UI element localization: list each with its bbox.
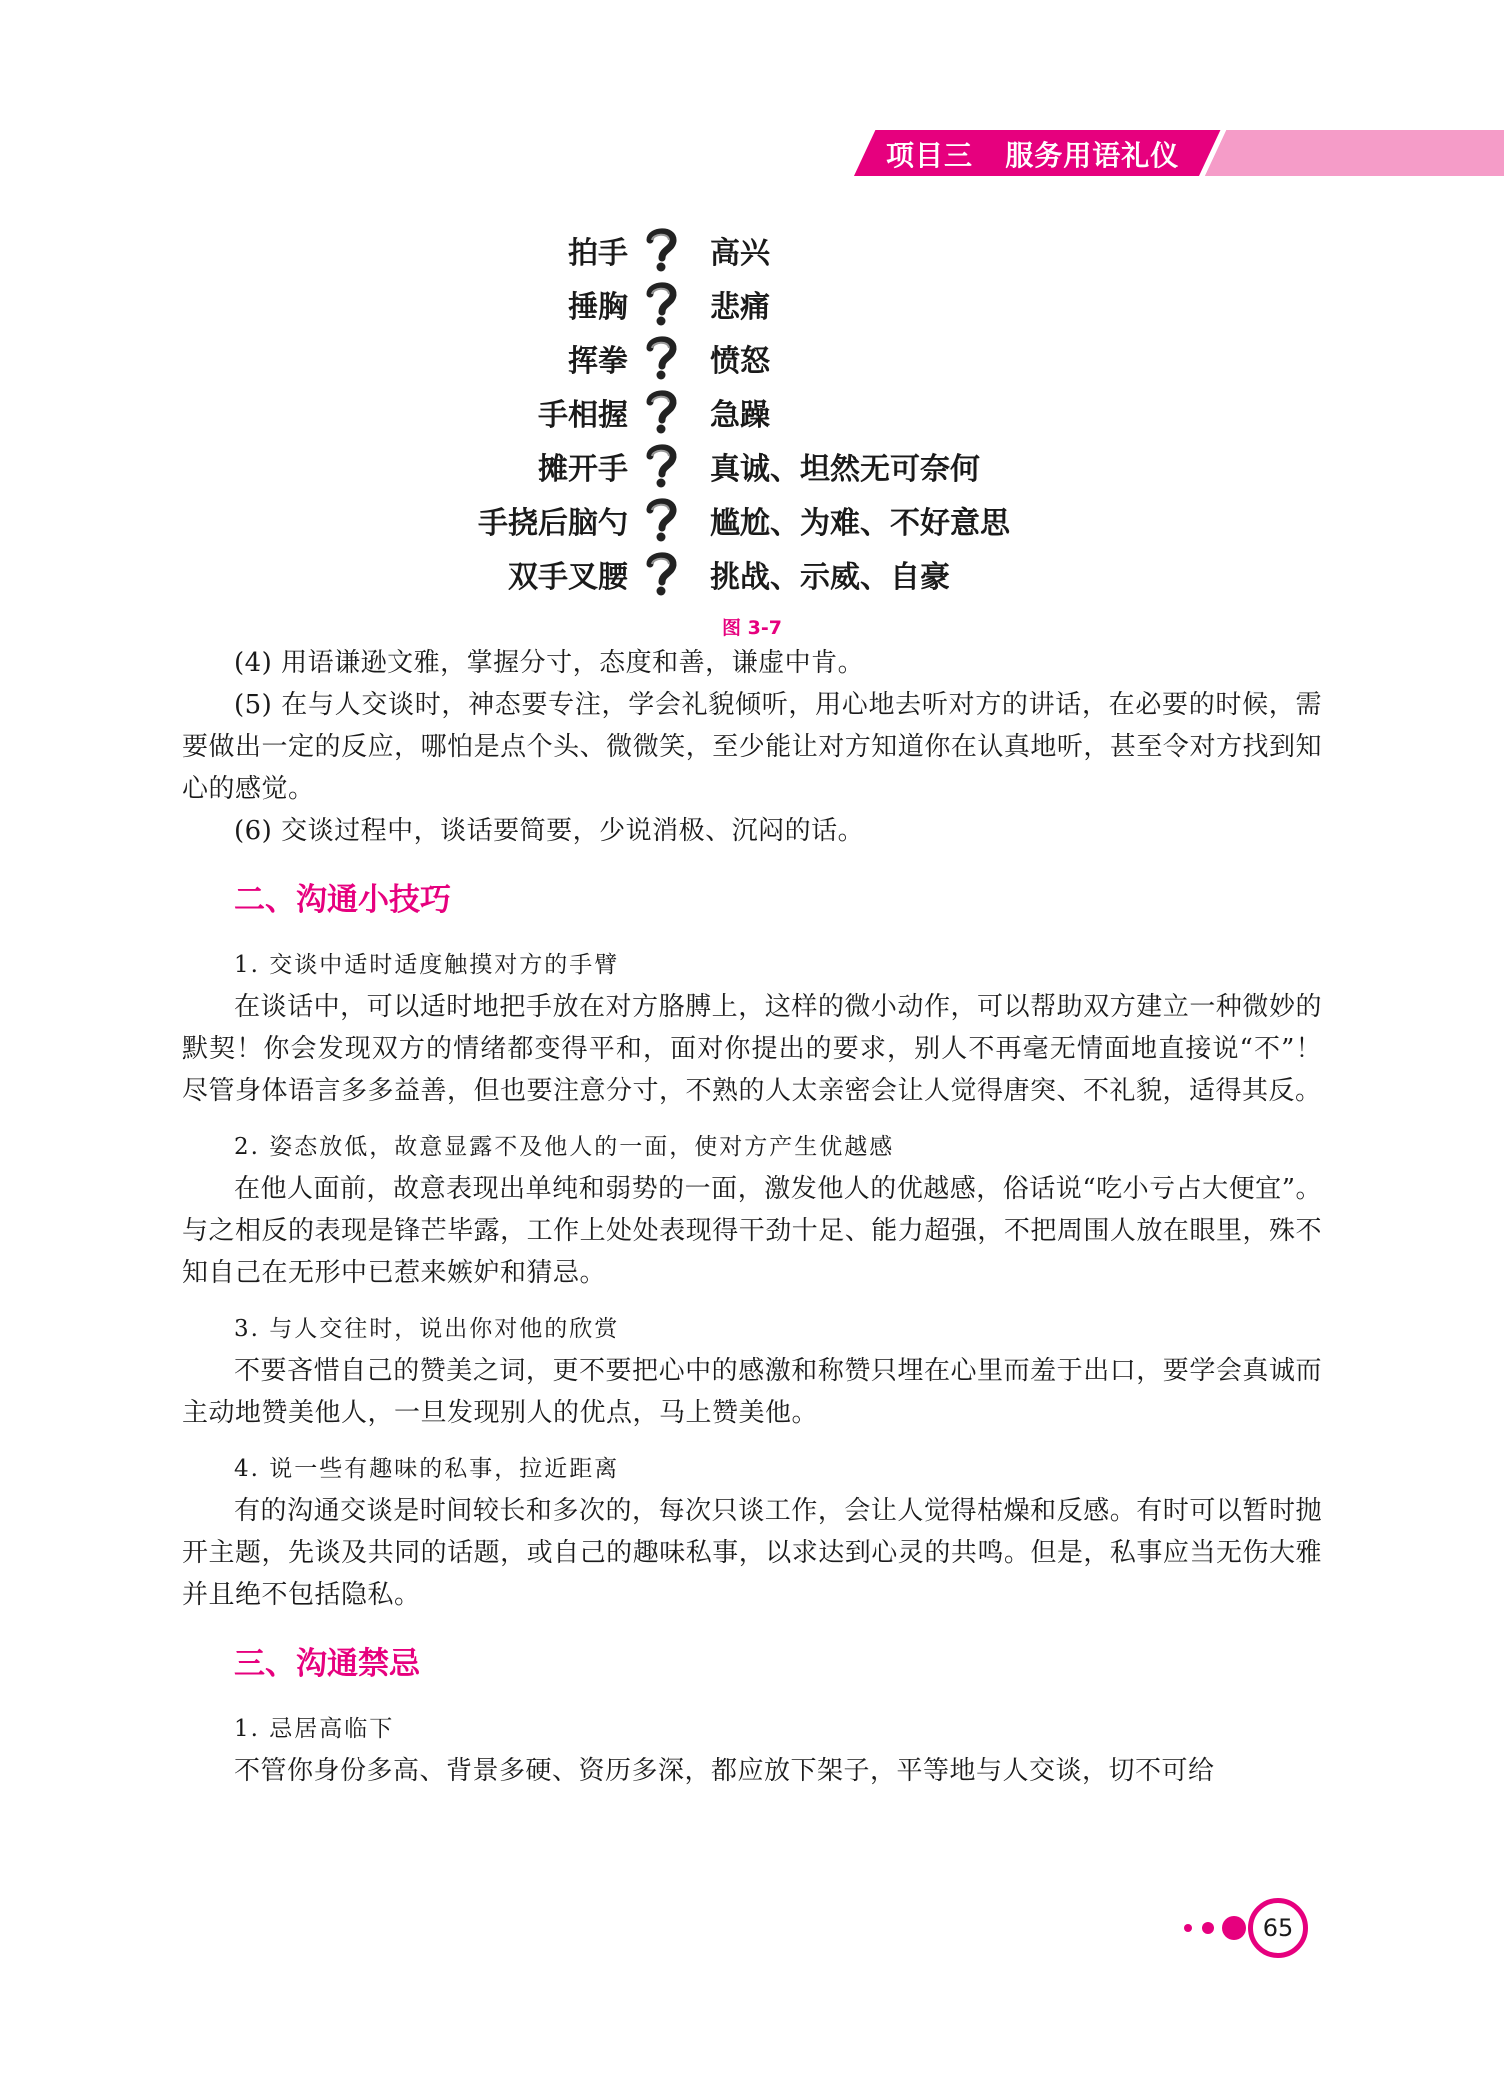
decorative-dot: [1222, 1916, 1246, 1940]
paragraph: 不管你身份多高、背景多硬、资历多深，都应放下架子，平等地与人交谈，切不可给: [234, 1756, 1215, 1786]
decorative-dot: [1202, 1922, 1214, 1934]
gesture-meaning: 真诚、坦然无可奈何: [710, 452, 980, 487]
gesture-name: 挥拳: [568, 344, 628, 379]
page-number: 65: [1248, 1898, 1308, 1958]
question-mark-icon: [640, 496, 682, 542]
question-mark-icon: [640, 550, 682, 596]
question-mark-icon: [640, 280, 682, 326]
figure-caption: 图 3-7: [722, 617, 782, 639]
gesture-row: [0, 336, 1504, 390]
gesture-row: [0, 498, 1504, 552]
gesture-name: 拍手: [568, 236, 628, 271]
question-mark-icon: [640, 226, 682, 272]
question-mark-icon: [640, 334, 682, 380]
gesture-figure: [0, 228, 1504, 639]
chapter-header-banner: [834, 130, 1354, 176]
paragraph: (6) 交谈过程中，谈话要简要，少说消极、沉闷的话。: [234, 816, 865, 846]
paragraph: (4) 用语谦逊文雅，掌握分寸，态度和善，谦虚中肯。: [234, 648, 865, 678]
gesture-meaning: 挑战、示威、自豪: [710, 560, 950, 595]
gesture-meaning: 高兴: [710, 236, 770, 271]
gesture-row: [0, 390, 1504, 444]
paragraph: 在他人面前，故意表现出单纯和弱势的一面，激发他人的优越感，俗话说“吃小亏占大便宜”。与之相反的表现是锋芒毕露，工作上处处表现得干劲十足、能力超强，不把周围人放在眼里，殊不知自己在无形中已惹来嫉妒和猜忌。: [182, 1174, 1322, 1288]
chapter-title: 项目三 服务用语礼仪: [886, 139, 1180, 172]
gesture-meaning: 尴尬、为难、不好意思: [710, 506, 1010, 541]
paragraph: 不要吝惜自己的赞美之词，更不要把心中的感激和称赞只埋在心里而羞于出口，要学会真诚而主动地赞美他人，一旦发现别人的优点，马上赞美他。: [182, 1356, 1322, 1428]
section-heading: 二、沟通小技巧: [234, 882, 451, 918]
paragraph: (5) 在与人交谈时，神态要专注，学会礼貌倾听，用心地去听对方的讲话，在必要的时候，需要做出一定的反应，哪怕是点个头、微微笑，至少能让对方知道你在认真地听，甚至令对方找到知心的感觉。: [182, 690, 1322, 804]
paragraph: 在谈话中，可以适时地把手放在对方胳膊上，这样的微小动作，可以帮助双方建立一种微妙的默契！你会发现双方的情绪都变得平和，面对你提出的要求，别人不再毫无情面地直接说“不”！尽管身体语言多多益善，但也要注意分寸，不熟的人太亲密会让人觉得唐突、不礼貌，适得其反。: [182, 992, 1322, 1106]
section-heading: 三、沟通禁忌: [234, 1646, 420, 1682]
gesture-name: 摊开手: [538, 452, 628, 487]
gesture-meaning: 急躁: [710, 398, 770, 433]
gesture-meaning: 悲痛: [710, 290, 770, 325]
gesture-meaning: 愤怒: [710, 344, 770, 379]
gesture-row: [0, 228, 1504, 282]
page-body: [182, 642, 1322, 1792]
sub-heading: 4. 说一些有趣味的私事，拉近距离: [234, 1456, 620, 1482]
gesture-name: 捶胸: [568, 290, 628, 325]
page-number-area: [1108, 1898, 1308, 1958]
gesture-name: 双手叉腰: [508, 560, 628, 595]
sub-heading: 1. 忌居高临下: [234, 1716, 395, 1742]
gesture-name: 手挠后脑勺: [478, 506, 628, 541]
gesture-row: [0, 552, 1504, 606]
gesture-row: [0, 444, 1504, 498]
question-mark-icon: [640, 442, 682, 488]
gesture-name: 手相握: [538, 398, 628, 433]
gesture-row: [0, 282, 1504, 336]
decorative-dot: [1184, 1924, 1192, 1932]
sub-heading: 3. 与人交往时，说出你对他的欣赏: [234, 1316, 620, 1342]
sub-heading: 1. 交谈中适时适度触摸对方的手臂: [234, 952, 620, 978]
sub-heading: 2. 姿态放低，故意显露不及他人的一面，使对方产生优越感: [234, 1134, 895, 1160]
paragraph: 有的沟通交谈是时间较长和多次的，每次只谈工作，会让人觉得枯燥和反感。有时可以暂时抛开主题，先谈及共同的话题，或自己的趣味私事，以求达到心灵的共鸣。但是，私事应当无伤大雅并且绝不包括隐私。: [182, 1496, 1322, 1610]
question-mark-icon: [640, 388, 682, 434]
